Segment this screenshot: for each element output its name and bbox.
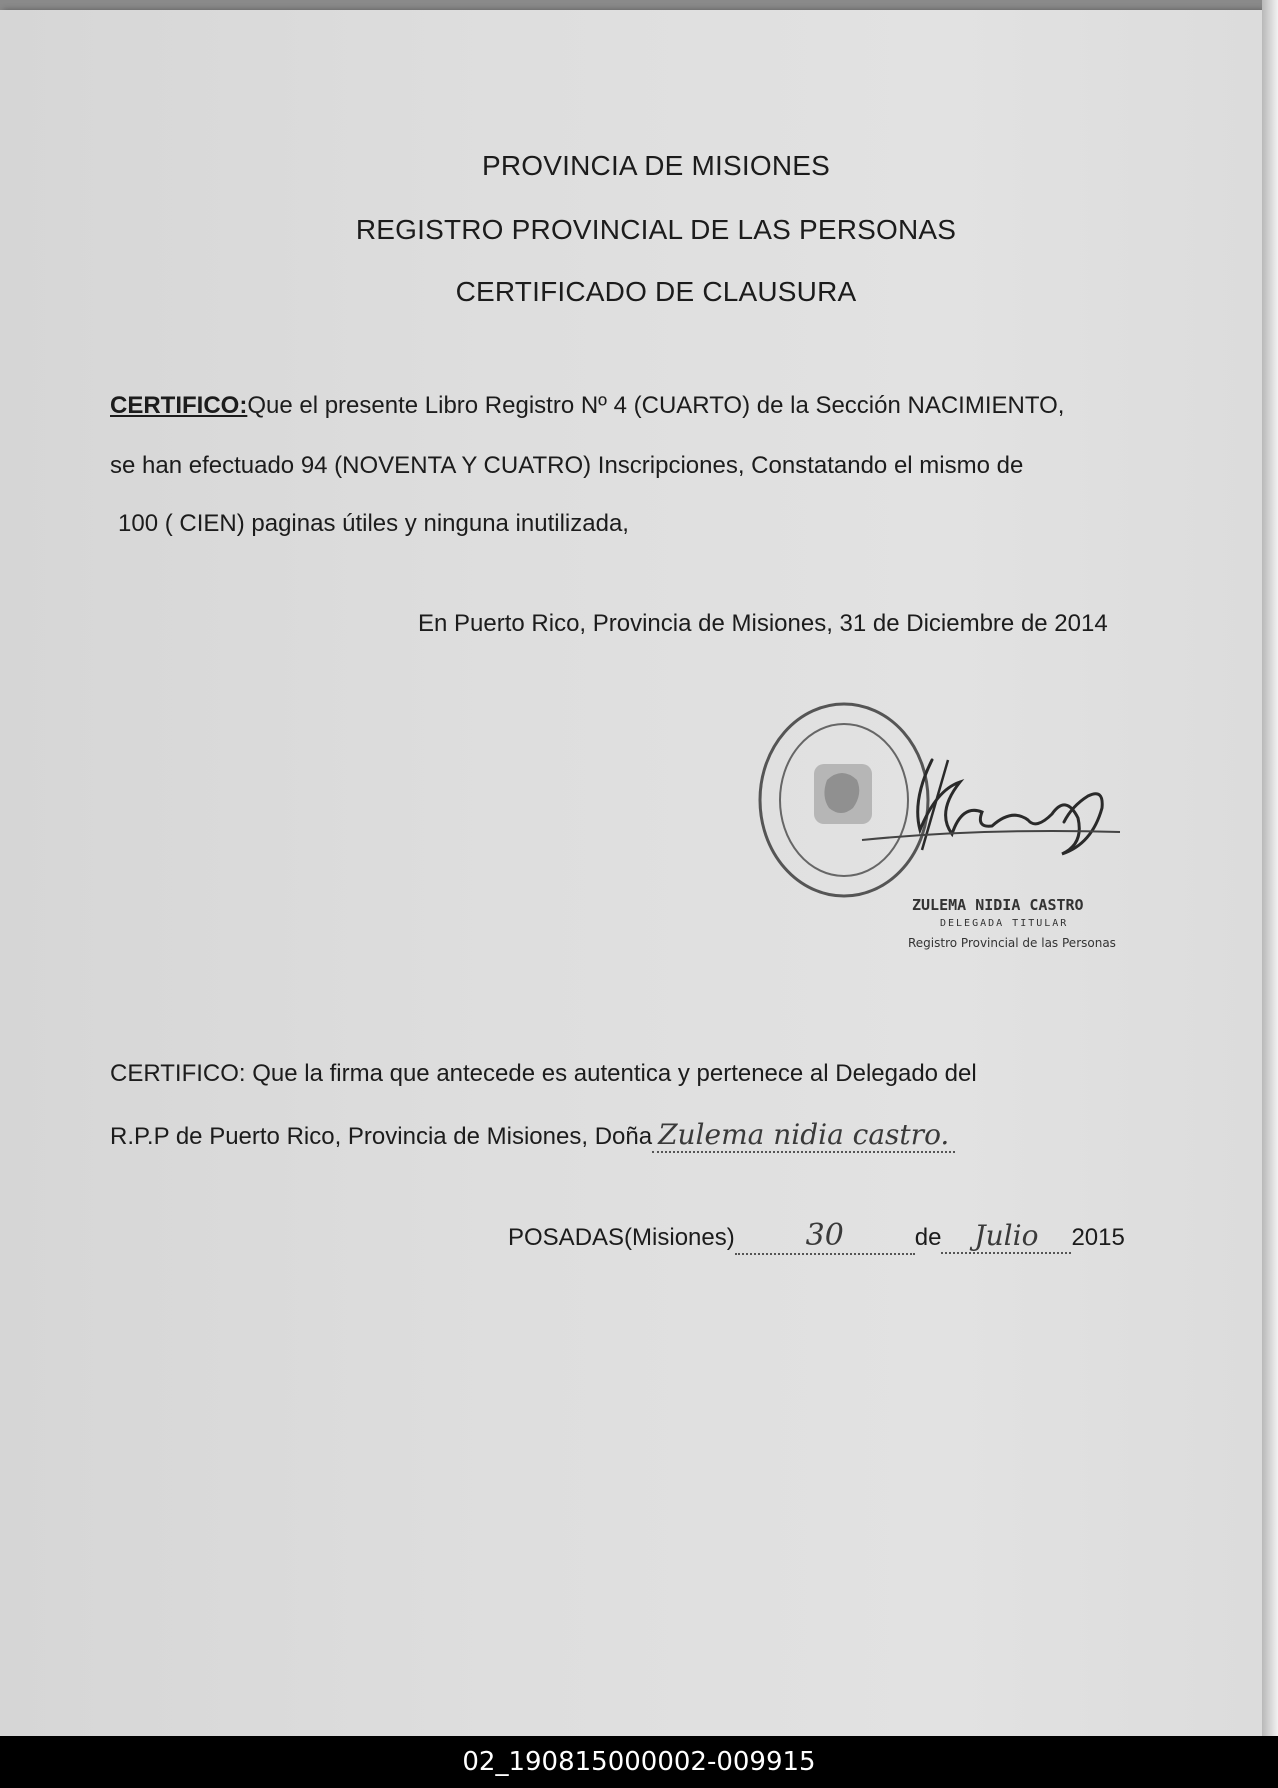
document-page <box>0 10 1262 1736</box>
authentication-date-line <box>508 1218 1125 1255</box>
signatory-name: ZULEMA NIDIA CASTRO <box>912 896 1084 914</box>
year-value: 2015 <box>1071 1224 1125 1251</box>
signatory-office: Registro Provincial de las Personas <box>908 936 1116 950</box>
header-province: PROVINCIA DE MISIONES <box>481 150 831 181</box>
authentication-line-2 <box>110 1118 955 1151</box>
certificate-line-1 <box>110 392 1064 420</box>
place-date: En Puerto Rico, Provincia de Misiones, 31 de Diciembre de 2014 <box>418 610 1108 637</box>
header-certificate-title: CERTIFICADO DE CLAUSURA <box>455 276 857 307</box>
document-id-footer: 02_190815000002-009915 <box>0 1736 1278 1788</box>
signatory-role: DELEGADA TITULAR <box>940 918 1069 929</box>
authentication-line-1: CERTIFICO: Que la firma que antecede es autentica y pertenece al Delegado del <box>110 1060 977 1087</box>
header-registry: REGISTRO PROVINCIAL DE LAS PERSONAS <box>355 214 957 245</box>
authentication-prefix: R.P.P de Puerto Rico, Provincia de Misiones, Doña <box>110 1123 653 1150</box>
handwritten-month: Julio <box>941 1219 1071 1254</box>
de-label: de <box>914 1224 942 1251</box>
handwritten-day: 30 <box>735 1218 915 1255</box>
certificate-text-1: Que el presente Libro Registro Nº 4 (CUARTO) de la Sección NACIMIENTO, <box>247 392 1065 419</box>
paper-edge <box>1262 0 1278 1736</box>
city-label: POSADAS(Misiones) <box>508 1224 735 1251</box>
certificate-line-3: 100 ( CIEN) paginas útiles y ninguna inutilizada, <box>118 510 629 537</box>
certificate-line-2: se han efectuado 94 (NOVENTA Y CUATRO) Inscripciones, Constatando el mismo de <box>110 452 1024 479</box>
certifico-label: CERTIFICO: <box>110 392 248 419</box>
signature-stamp-block <box>752 700 1162 960</box>
handwritten-name: Zulema nidia castro. <box>652 1118 955 1153</box>
